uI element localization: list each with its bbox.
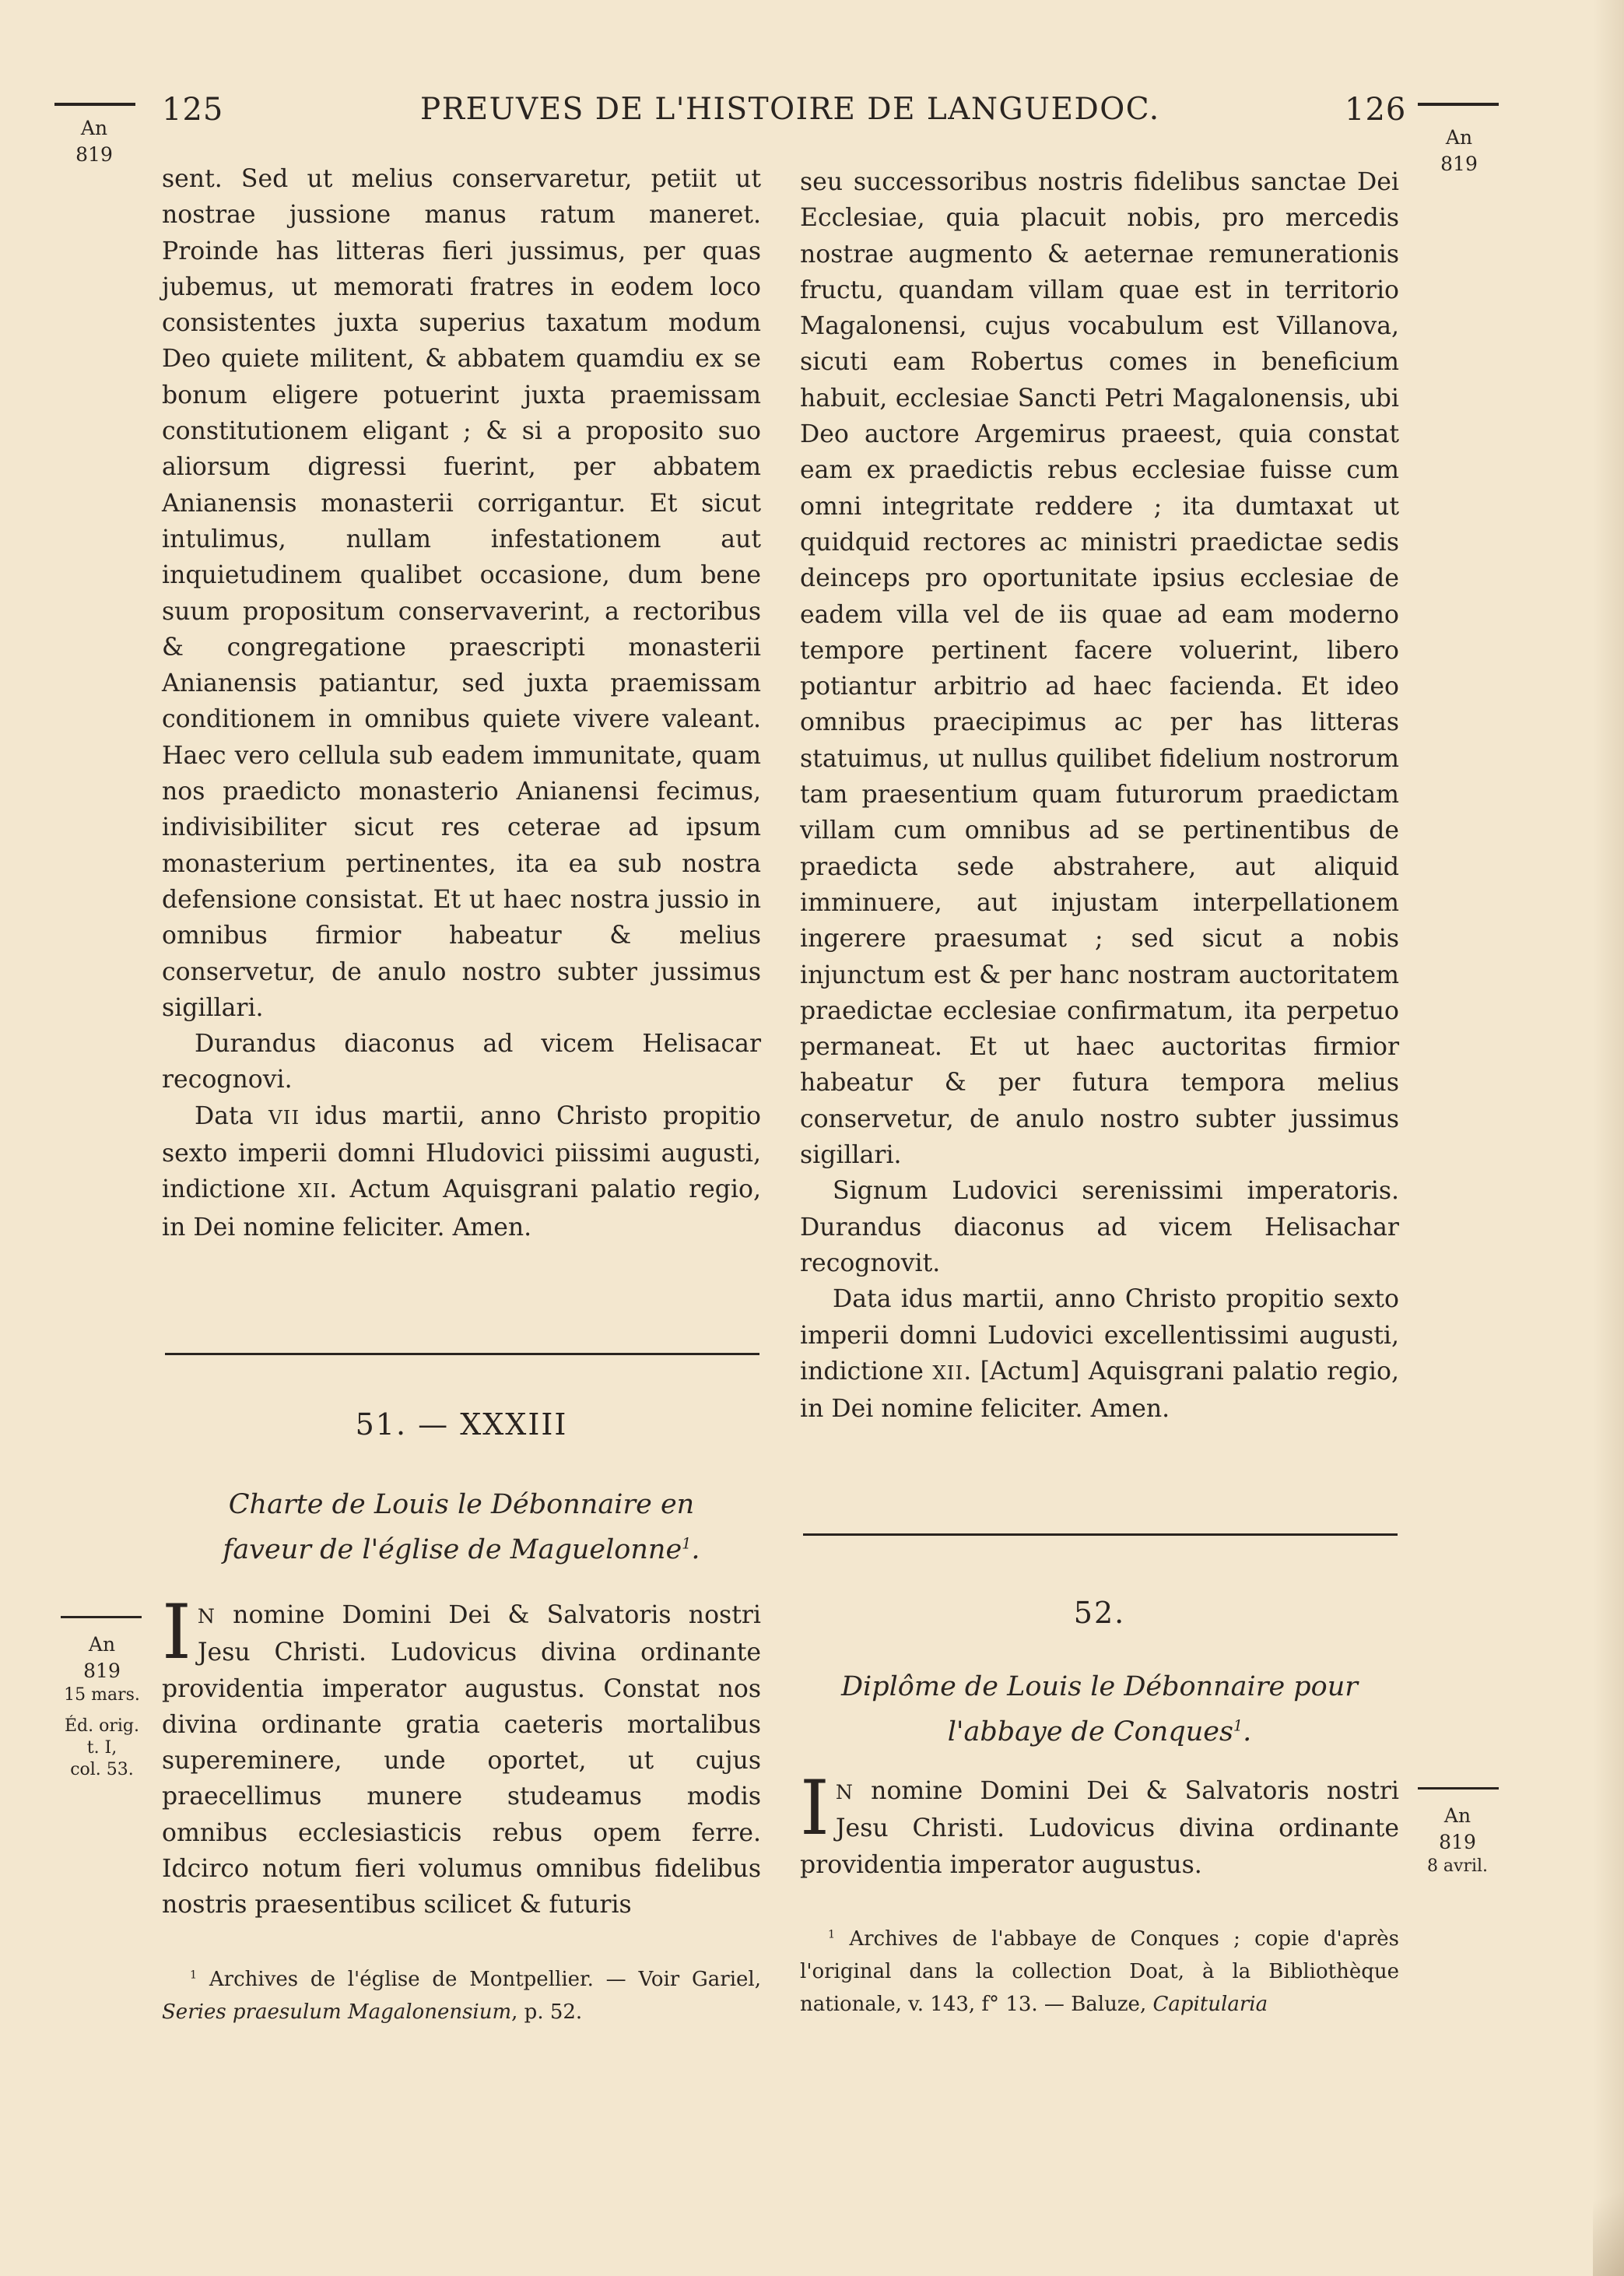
roman-numeral: VII	[268, 1105, 300, 1129]
document-text-51	[162, 1589, 761, 1923]
dating-text: . Actum Aquisgrani palatio regio, in Dei nomine feliciter. Amen.	[162, 1175, 761, 1242]
margin-date: 15 mars.	[64, 1685, 140, 1705]
dating-text: idus martii, anno Christo propitio sexto imperii domni Hludovici piissimi augusti, indictione	[162, 1101, 761, 1204]
margin-note-top-left	[51, 115, 137, 168]
document-text-52	[800, 1765, 1399, 1883]
title-line: Charte de Louis le Débonnaire en	[228, 1489, 695, 1520]
doc51-body	[162, 1589, 761, 1923]
document-number-51: 51. — XXXIII	[355, 1407, 568, 1442]
dating-paragraph	[162, 1098, 761, 1245]
doc52-text: nomine Domini Dei & Salvatoris nostri Jesu Christi. Ludovicus divina ordinante providentia imperator augustus.	[800, 1777, 1399, 1879]
margin-year: 819	[1440, 153, 1478, 175]
document-number-52: 52.	[1073, 1596, 1126, 1630]
doc51-text: nomine Domini Dei & Salvatoris nostri Jesu Christi. Ludovicus divina ordinante providentia imperator augustus. Constat nos divina ordinante gratia caeteris mortalibus supereminere, unde oportet, ut cujus praecellimus munere studeamus modis omnibus ecclesiasticis rebus opem ferre. Idcirco notum fieri volumus omnibus fidelibus nostris praesentibus scilicet & futuris	[162, 1601, 761, 1919]
right-column	[800, 164, 1399, 1427]
footnote-italic: Capitularia	[1152, 1993, 1268, 2016]
margin-note-top-right	[1416, 125, 1502, 177]
doc52-body	[800, 1765, 1399, 1883]
margin-label: An	[80, 117, 108, 139]
paragraph: sent. Sed ut melius conservaretur, petiit ut nostrae jussione manus ratum maneret. Proinde has litteras fieri jussimus, per quas jubemus, ut memorati fratres in eodem loco consistentes juxta superius taxatum modum Deo quiete militent, & abbatem quamdiu ex se bonum eligere potuerint juxta praemissam constitutionem eligant ; & si a proposito suo aliorsum digressi fuerint, per abbatem Anianensis monasterii corrigantur. Et sicut intulimus, nullam infestationem aut inquietudinem qualibet occasione, dum bene suum propositum conservaverint, a rectoribus & congregatione praescripti monasterii Anianensis patiantur, sed juxta praemissam conditionem in omnibus quiete vivere valeant. Haec vero cellula sub eadem immunitate, quam nos praedicto monasterio Anianensi fecimus, indivisibiliter sicut res ceterae ad ipsum monasterium pertinentes, ita ea sub nostra defensione consistat. Et ut haec nostra jussio in omnibus firmior habeatur & melius conservetur, de anulo nostro subter jussimus sigillari.	[162, 165, 761, 1022]
section-separator	[165, 1353, 759, 1355]
drop-cap: I	[800, 1765, 830, 1852]
footnote-mark: 1	[190, 1969, 198, 1982]
header-rule-right	[1418, 103, 1499, 106]
footnote-doc52	[800, 1923, 1399, 2021]
roman-numeral: XII	[932, 1361, 964, 1384]
title-line: Diplôme de Louis le Débonnaire pour	[840, 1671, 1359, 1702]
page-number-right: 126	[1345, 92, 1407, 128]
margin-rule-doc51	[61, 1616, 142, 1618]
left-column	[162, 161, 761, 1245]
document-title-51	[162, 1482, 761, 1572]
margin-edition: t. I,	[86, 1738, 118, 1758]
margin-rule-doc52	[1418, 1787, 1499, 1790]
page-corner-fold	[1593, 2144, 1624, 2276]
margin-note-doc51	[59, 1631, 145, 1781]
margin-year: 819	[83, 1660, 121, 1682]
footnote-ref: 1	[1233, 1716, 1243, 1735]
first-letters: N	[197, 1605, 216, 1628]
footnote-mark: 1	[828, 1928, 836, 1941]
dating-text: . [Actum] Aquisgrani palatio regio, in Dei nomine feliciter. Amen.	[800, 1357, 1399, 1424]
dating-text: Data	[195, 1101, 269, 1130]
footnote-italic: Series praesulum Magalonensium	[162, 2000, 512, 2024]
left-column-text	[162, 161, 761, 1245]
page-number-left: 125	[162, 92, 224, 128]
paragraph: seu successoribus nostris fidelibus sanctae Dei Ecclesiae, quia placuit nobis, pro mercedis nostrae augmento & aeternae remunerationis fructu, quandam villam quae est in territorio Magalonensi, cujus vocabulum est Villanova, sicuti eam Robertus comes in beneficium habuit, ecclesiae Sancti Petri Magalonensis, ubi Deo auctore Argemirus praeest, quia constat eam ex praedictis rebus ecclesiae fuisse cum omni integritate reddere ; ita dumtaxat ut quidquid rectores ac ministri praedictae sedis deinceps pro oportunitate ipsius ecclesiae de eadem villa vel de iis quae ad eam moderno tempore pertinent facere voluerint, libero potiantur arbitrio ad haec facienda. Et ideo omnibus praecipimus ac per has litteras statuimus, ut nullus quilibet fidelium nostrorum tam praesentium quam futurorum praedictam villam cum omnibus ad se pertinentibus de praedicta sede abstrahere, aut aliquid imminuere, aut injustam interpellationem ingerere praesumat ; sed sicut a nobis injunctum est & per hanc nostram auctoritatem praedictae ecclesiae confirmatum, ita perpetuo permaneat. Et ut haec auctoritas firmior habeatur & per futura tempora melius conservetur, de anulo nostro subter jussimus sigillari.	[800, 168, 1399, 1170]
title-line: l'abbaye de Conques	[947, 1716, 1233, 1747]
document-title-52	[800, 1664, 1399, 1754]
margin-label: An	[1445, 126, 1473, 149]
margin-note-doc52	[1415, 1803, 1500, 1877]
footnote-ref: 1	[682, 1534, 692, 1553]
margin-date: 8 avril.	[1426, 1856, 1489, 1876]
title-line: faveur de l'église de Maguelonne	[223, 1534, 682, 1565]
footnote-text: , p. 52.	[511, 2000, 583, 2024]
drop-cap: I	[162, 1589, 191, 1676]
first-letters: N	[835, 1781, 854, 1804]
paragraph: Durandus diaconus ad vicem Helisacar recognovi.	[162, 1030, 761, 1094]
header-rule-left	[54, 103, 135, 106]
margin-edition: Éd. orig.	[64, 1716, 139, 1736]
dating-paragraph	[800, 1281, 1399, 1427]
footnote-doc51	[162, 1963, 761, 2028]
roman-numeral: XII	[298, 1179, 330, 1203]
margin-label: An	[1443, 1804, 1471, 1827]
title-punct: .	[691, 1534, 700, 1565]
footnote-text: Archives de l'abbaye de Conques ; copie d'après l'original dans la collection Doat, à la Bibliothèque nationale, v. 143, f° 13. — Baluze,	[800, 1927, 1399, 2016]
section-separator	[803, 1533, 1398, 1536]
paragraph: Signum Ludovici serenissimi imperatoris. Durandus diaconus ad vicem Helisachar recognovit.	[800, 1177, 1399, 1277]
margin-edition: col. 53.	[70, 1760, 134, 1779]
right-column-text	[800, 164, 1399, 1427]
margin-year: 819	[75, 143, 113, 166]
page-edge-shadow	[1593, 0, 1624, 2276]
margin-year: 819	[1439, 1831, 1476, 1853]
running-title: PREUVES DE L'HISTOIRE DE LANGUEDOC.	[420, 92, 1160, 127]
footnote-text: Archives de l'église de Montpellier. — Voir Gariel,	[197, 1968, 761, 1991]
dating-text: Data idus martii, anno Christo propitio sexto imperii domni Ludovici excellentissimi augusti, indictione	[800, 1285, 1399, 1386]
margin-label: An	[88, 1633, 116, 1656]
title-punct: .	[1243, 1716, 1252, 1747]
